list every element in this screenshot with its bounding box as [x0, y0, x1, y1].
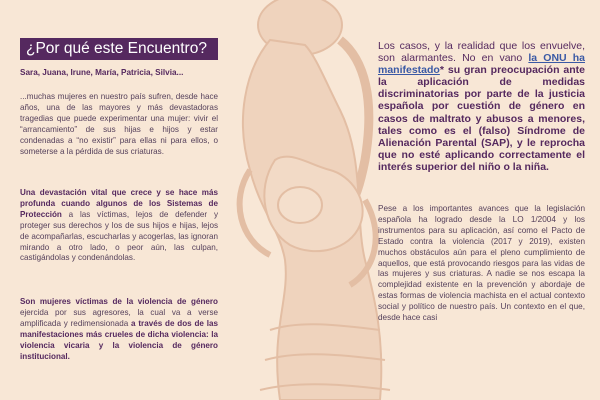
paragraph-victims-mid: ejercida por sus agresores, la cual va a verse amplificada y redimensionada: [20, 307, 218, 328]
paragraph-legislation: Pese a los importantes avances que la legislación española ha logrado desde la LO 1/2004 y los instrumentos para su aplicación, así como el Pacto de Estado contra la violencia (2017 y 2019), existen muchos obstáculos aún para el pleno cumplimiento de aquellos, que está provocando riesgos para las vidas de las mujeres y sus criaturas. A nadie se nos escapa la complejidad existente en la prevención y abordaje de estas formas de violencia machista en el actual contexto social y político de nuestro país. Un contexto en el que, desde hace casi: [378, 204, 585, 323]
paragraph-devastation-rest: a las víctimas, lejos de defender y proteger sus derechos y los de sus hijos e hijas, lejos de acompañarlas, escucharlas y acogerlas, las ignoran mirando a otro lado, o peor aún, las culpan, castigándolas y condenándolas.: [20, 209, 218, 263]
paragraph-intro: ...muchas mujeres en nuestro país sufren, desde hace años, una de las mayores y más devastadoras tragedias que puede experimentar una mujer: vivir el “arrancamiento” de sus hijas e hijos y estar condenadas a “no existir” para ellas ni para ellos, o someterse a la pérdida de sus criaturas.: [20, 92, 218, 156]
paragraph-victims-bold-2: a través de dos de las manifestaciones más crueles de dicha violencia: la violencia vicaria y la violencia de género institucional.: [20, 318, 218, 361]
onu-manifestado-link[interactable]: la ONU ha manifestado: [378, 52, 585, 77]
paragraph-victims: [20, 297, 218, 362]
paragraph-victims-bold-1: Son mujeres víctimas de la violencia de género: [20, 297, 218, 306]
paragraph-alarming-cases: [378, 40, 585, 173]
paragraph-devastation-bold: Una devastación vital que crece y se hace más profunda cuando algunos de los Sistemas de Protección: [20, 188, 218, 219]
alarming-cases-start: Los casos, y la realidad que los envuelve, son alarmantes. No en vano: [378, 40, 585, 65]
link-asterisk: *: [439, 64, 444, 77]
names-list: Sara, Juana, Irune, María, Patricia, Silvia...: [20, 68, 184, 77]
alarming-cases-bold: su gran preocupación ante la aplicación de medidas discriminatorias por parte de la justicia española por cuestión de género en casos de maltrato y abusos a menores, tales como es el (falso) Síndrome de Alienación Parental (SAP), y le reprocha que no esté aplicando correctamente el interés superior del niño o la niña.: [378, 64, 585, 173]
paragraph-devastation: [20, 188, 218, 264]
section-title: ¿Por qué este Encuentro?: [20, 38, 218, 60]
